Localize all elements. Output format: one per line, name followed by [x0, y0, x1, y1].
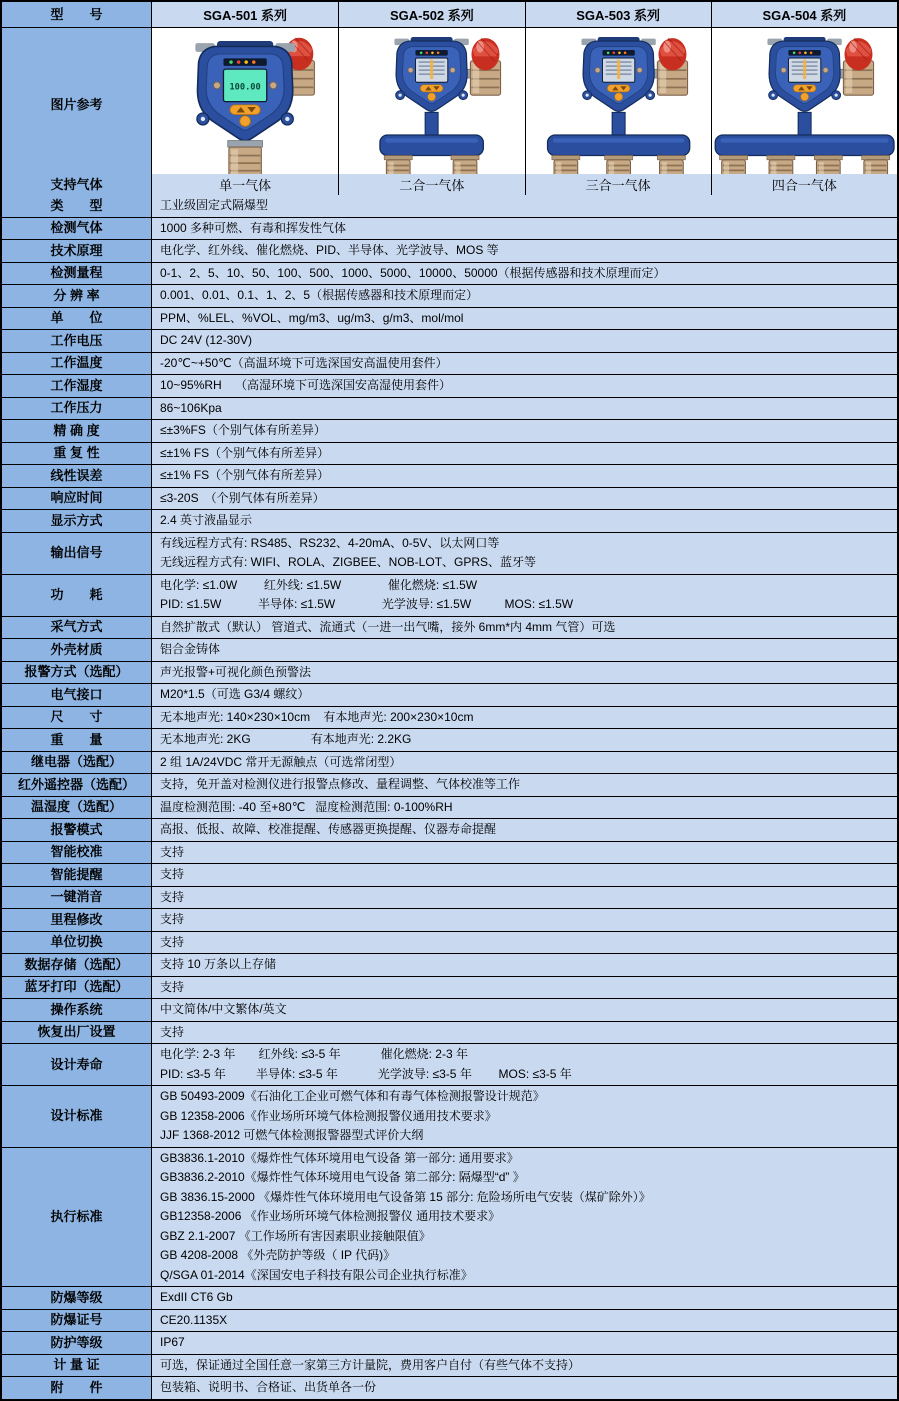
spec-value-line: 无本地声光: 140×230×10cm 有本地声光: 200×230×10cm [160, 709, 474, 724]
header-label: 型 号 [2, 2, 152, 27]
spec-value-line: 支持 [160, 867, 185, 881]
spec-value-line: GB3836.2-2010《爆炸性气体环境用电气设备 第二部分: 隔爆型“d” 》 [160, 1170, 525, 1184]
detector-image-sga-504 [711, 28, 897, 182]
spec-value-line: 支持 [160, 1024, 185, 1039]
spec-label: 蓝牙打印（选配） [2, 977, 152, 999]
spec-label: 类 型 [2, 195, 152, 217]
spec-label: 恢复出厂设置 [2, 1022, 152, 1044]
spec-value-line: 支持 [160, 979, 185, 994]
spec-label: 技术原理 [2, 240, 152, 262]
spec-value [152, 1287, 897, 1309]
image-columns [152, 28, 897, 182]
spec-value-line: 10~95%RH （高湿环境下可选深国安高湿使用套件） [160, 378, 452, 392]
spec-label: 工作湿度 [2, 375, 152, 397]
spec-row [2, 352, 897, 375]
spec-row [2, 751, 897, 774]
spec-label: 检测气体 [2, 218, 152, 240]
spec-value [152, 285, 897, 307]
spec-value [152, 1355, 897, 1377]
spec-label: 工作电压 [2, 330, 152, 352]
spec-label: 里程修改 [2, 909, 152, 931]
spec-value-line: 包装箱、说明书、合格证、出货单各一份 [160, 1380, 377, 1394]
spec-value-line: 支持 [160, 912, 185, 926]
spec-value-line: M20*1.5（可选 G3/4 螺纹） [160, 687, 310, 701]
spec-label: 一键消音 [2, 887, 152, 909]
spec-label: 计 量 证 [2, 1355, 152, 1377]
spec-value [152, 617, 897, 639]
spec-row [2, 1309, 897, 1332]
spec-value [152, 1377, 897, 1399]
spec-value-line: 0-1、2、5、10、50、100、500、1000、5000、10000、50000（根据传感器和技术原理而定） [160, 265, 666, 280]
spec-label: 工作温度 [2, 353, 152, 375]
spec-value [152, 639, 897, 661]
spec-value [152, 1148, 897, 1287]
spec-value-line: 支持 [160, 889, 185, 904]
spec-row [2, 886, 897, 909]
spec-label: 红外遥控器（选配） [2, 774, 152, 796]
spec-label: 设计寿命 [2, 1044, 152, 1085]
spec-row [2, 1331, 897, 1354]
spec-value-line: CE20.1135X [160, 1312, 228, 1327]
spec-row [2, 796, 897, 819]
spec-value [152, 533, 897, 574]
spec-value [152, 375, 897, 397]
spec-value-line: 电化学、红外线、催化燃烧、PID、半导体、光学波导、MOS 等 [160, 243, 499, 257]
spec-value-line: GB3836.1-2010《爆炸性气体环境用电气设备 第一部分: 通用要求》 [160, 1150, 519, 1165]
spec-label: 重 量 [2, 729, 152, 751]
spec-value-line: GB 4208-2008 《外壳防护等级（ IP 代码)》 [160, 1248, 396, 1262]
spec-label: 检测量程 [2, 263, 152, 285]
spec-value [152, 1332, 897, 1354]
spec-label: 设计标准 [2, 1086, 152, 1147]
spec-value-line: DC 24V (12-30V) [160, 333, 253, 347]
spec-row [2, 998, 897, 1021]
spec-row [2, 307, 897, 330]
spec-row [2, 841, 897, 864]
spec-row [2, 262, 897, 285]
spec-value-line: 温度检测范围: -40 至+80℃ 湿度检测范围: 0-100%RH [160, 799, 453, 814]
spec-value-line: GB 50493-2009《石油化工企业可燃气体和有毒气体检测报警设计规范》 [160, 1089, 545, 1103]
detector-image-sga-503 [525, 28, 711, 182]
spec-row [2, 509, 897, 532]
spec-row [2, 1286, 897, 1309]
spec-row [2, 706, 897, 729]
spec-value [152, 954, 897, 976]
spec-row [2, 616, 897, 639]
spec-label: 防护等级 [2, 1332, 152, 1354]
detector-head [767, 37, 841, 111]
spec-value [152, 1044, 897, 1085]
spec-row [2, 532, 897, 574]
spec-row [2, 683, 897, 706]
spec-value-line: ExdII CT6 Gb [160, 1290, 233, 1304]
spec-value-line: 支持 10 万条以上存储 [160, 957, 277, 971]
spec-row [2, 1376, 897, 1399]
gas-row-label: 支持气体 [2, 174, 152, 195]
spec-label: 单 位 [2, 308, 152, 330]
spec-row [2, 574, 897, 616]
spec-value-line: 自然扩散式（默认） 管道式、流通式（一进一出气嘴，接外 6mm*内 4mm 气管）可选 [160, 619, 616, 634]
spec-value-line: 无本地声光: 2KG 有本地声光: 2.2KG [160, 732, 412, 746]
spec-value-line: ≤±1% FS（个别气体有所差异） [160, 445, 330, 460]
spec-value [152, 819, 897, 841]
spec-value-line: JJF 1368-2012 可燃气体检测报警器型式评价大纲 [160, 1128, 424, 1142]
gas-type-2: 二合一气体 [338, 174, 524, 195]
spec-value [152, 398, 897, 420]
spec-value-line: 有线远程方式有: RS485、RS232、4-20mA、0-5V、以太网口等 [160, 535, 500, 550]
spec-value [152, 752, 897, 774]
spec-row [2, 638, 897, 661]
spec-value [152, 999, 897, 1021]
model-header-2: SGA-502 系列 [338, 2, 524, 27]
spec-label: 尺 寸 [2, 707, 152, 729]
header-row [2, 2, 897, 27]
spec-value-line: ≤3-20S （个别气体有所差异） [160, 490, 325, 505]
gas-type-4: 四合一气体 [711, 174, 897, 195]
spec-row [2, 487, 897, 510]
spec-value [152, 195, 897, 217]
spec-value-line: 工业级固定式隔爆型 [160, 198, 269, 212]
spec-value [152, 774, 897, 796]
spec-label: 线性误差 [2, 465, 152, 487]
model-header-3: SGA-503 系列 [525, 2, 711, 27]
spec-value-line: 2 组 1A/24VDC 常开无源触点（可选常闭型） [160, 754, 402, 769]
spec-label: 工作压力 [2, 398, 152, 420]
spec-row [2, 464, 897, 487]
spec-value [152, 263, 897, 285]
spec-value [152, 308, 897, 330]
spec-value [152, 684, 897, 706]
spec-label: 采气方式 [2, 617, 152, 639]
spec-value-line: 支持，免开盖对检测仪进行报警点修改、量程调整、气体校准等工作 [160, 777, 521, 791]
spec-value-line: 电化学: 2-3 年 红外线: ≤3-5 年 催化燃烧: 2-3 年 [160, 1047, 468, 1061]
gas-type-3: 三合一气体 [525, 174, 711, 195]
spec-value-line: 2.4 英寸液晶显示 [160, 513, 253, 527]
spec-label: 外壳材质 [2, 639, 152, 661]
image-row [2, 27, 897, 173]
spec-row [2, 1043, 897, 1085]
model-columns [152, 2, 897, 27]
spec-row [2, 931, 897, 954]
spec-value [152, 510, 897, 532]
spec-value-line: ≤±3%FS（个别气体有所差异） [160, 423, 326, 437]
spec-label: 分 辨 率 [2, 285, 152, 307]
spec-value-line: 电化学: ≤1.0W 红外线: ≤1.5W 催化燃烧: ≤1.5W [160, 577, 478, 592]
spec-row [2, 397, 897, 420]
spec-label: 单位切换 [2, 932, 152, 954]
spec-value [152, 330, 897, 352]
spec-value [152, 1086, 897, 1147]
model-header-4: SGA-504 系列 [711, 2, 897, 27]
spec-row [2, 953, 897, 976]
spec-row [2, 908, 897, 931]
spec-value-line: 无线远程方式有: WIFI、ROLA、ZIGBEE、NOB-LOT、GPRS、蓝牙等 [160, 555, 537, 569]
spec-value [152, 842, 897, 864]
spec-row [2, 329, 897, 352]
detector-image-sga-501 [152, 28, 338, 182]
spec-value-line: 可选，保证通过全国任意一家第三方计量院，费用客户自付（有些气体不支持） [160, 1357, 581, 1372]
spec-row [2, 773, 897, 796]
spec-label: 重 复 性 [2, 443, 152, 465]
detector-head [195, 41, 295, 141]
spec-value [152, 932, 897, 954]
spec-value-line: GB 3836.15-2000 《爆炸性气体环境用电气设备第 15 部分: 危险场所电气安装（煤矿除外）》 [160, 1189, 651, 1204]
spec-row [2, 728, 897, 751]
spec-label: 数据存储（选配） [2, 954, 152, 976]
spec-value-line: GBZ 2.1-2007 《工作场所有害因素职业接触限值》 [160, 1228, 431, 1243]
spec-value-line: 86~106Kpa [160, 400, 222, 415]
spec-label: 继电器（选配） [2, 752, 152, 774]
spec-label: 功 耗 [2, 575, 152, 616]
spec-value-line: 支持 [160, 844, 185, 859]
spec-value-line: PID: ≤1.5W 半导体: ≤1.5W 光学波导: ≤1.5W MOS: ≤1.5W [160, 597, 574, 611]
spec-row [2, 284, 897, 307]
svg-text:100.00: 100.00 [229, 82, 261, 93]
detector-head [395, 37, 469, 111]
spec-value [152, 575, 897, 616]
spec-value-line: -20℃~+50℃（高温环境下可选深国安高温使用套件） [160, 355, 448, 370]
spec-value-line: ≤±1% FS（个别气体有所差异） [160, 468, 330, 482]
spec-label: 防爆证号 [2, 1310, 152, 1332]
spec-value [152, 909, 897, 931]
spec-value [152, 488, 897, 510]
spec-value-line: 1000 多种可燃、有毒和挥发性气体 [160, 220, 347, 235]
spec-row [2, 442, 897, 465]
spec-label: 智能提醒 [2, 864, 152, 886]
spec-value [152, 353, 897, 375]
spec-row [2, 976, 897, 999]
gas-row [2, 173, 897, 195]
detector-head [581, 37, 655, 111]
spec-label: 温湿度（选配） [2, 797, 152, 819]
spec-value [152, 1022, 897, 1044]
spec-value-line: 支持 [160, 934, 185, 949]
spec-row [2, 419, 897, 442]
spec-label: 报警方式（选配） [2, 662, 152, 684]
spec-row [2, 863, 897, 886]
spec-value [152, 977, 897, 999]
spec-label: 执行标准 [2, 1148, 152, 1287]
spec-value-line: Q/SGA 01-2014《深国安电子科技有限公司企业执行标准》 [160, 1267, 473, 1282]
spec-row [2, 661, 897, 684]
spec-value [152, 218, 897, 240]
spec-value [152, 240, 897, 262]
model-header-1: SGA-501 系列 [152, 2, 338, 27]
spec-label: 电气接口 [2, 684, 152, 706]
spec-value [152, 797, 897, 819]
spec-value-line: GB12358-2006 《作业场所环境气体检测报警仪 通用技术要求》 [160, 1209, 501, 1223]
spec-label: 显示方式 [2, 510, 152, 532]
spec-label: 报警模式 [2, 819, 152, 841]
spec-value-line: 高报、低报、故障、校准提醒、传感器更换提醒、仪器寿命提醒 [160, 822, 497, 836]
spec-value-line: PID: ≤3-5 年 半导体: ≤3-5 年 光学波导: ≤3-5 年 MOS: ≤3-5 年 [160, 1066, 572, 1081]
spec-row [2, 195, 897, 217]
spec-value-line: GB 12358-2006《作业场所环境气体检测报警仪通用技术要求》 [160, 1108, 497, 1123]
spec-row [2, 1354, 897, 1377]
spec-label: 防爆等级 [2, 1287, 152, 1309]
gas-type-1: 单一气体 [152, 174, 338, 195]
spec-label: 智能校准 [2, 842, 152, 864]
spec-label: 操作系统 [2, 999, 152, 1021]
spec-row [2, 1021, 897, 1044]
spec-value [152, 864, 897, 886]
spec-value [152, 1310, 897, 1332]
spec-label: 精 确 度 [2, 420, 152, 442]
spec-value-line: 中文简体/中文繁体/英文 [160, 1002, 287, 1016]
spec-value [152, 465, 897, 487]
spec-row [2, 1085, 897, 1147]
spec-value [152, 707, 897, 729]
spec-row [2, 1147, 897, 1287]
spec-row [2, 818, 897, 841]
spec-value [152, 420, 897, 442]
spec-value-line: 声光报警+可视化颜色预警法 [160, 664, 312, 679]
spec-value [152, 729, 897, 751]
spec-label: 附 件 [2, 1377, 152, 1399]
spec-value-line: PPM、%LEL、%VOL、mg/m3、ug/m3、g/m3、mol/mol [160, 310, 464, 325]
spec-value-line: 0.001、0.01、0.1、1、2、5（根据传感器和技术原理而定） [160, 288, 479, 302]
spec-label: 响应时间 [2, 488, 152, 510]
spec-row [2, 217, 897, 240]
spec-value-line: IP67 [160, 1335, 185, 1349]
spec-row [2, 239, 897, 262]
spec-row [2, 374, 897, 397]
spec-rows [2, 195, 897, 1399]
spec-value [152, 443, 897, 465]
detector-image-sga-502 [338, 28, 524, 182]
spec-value [152, 887, 897, 909]
spec-value [152, 662, 897, 684]
gas-columns [152, 174, 897, 195]
image-row-label: 图片参考 [2, 28, 152, 182]
spec-label: 输出信号 [2, 533, 152, 574]
spec-value-line: 铝合金铸体 [160, 642, 221, 656]
